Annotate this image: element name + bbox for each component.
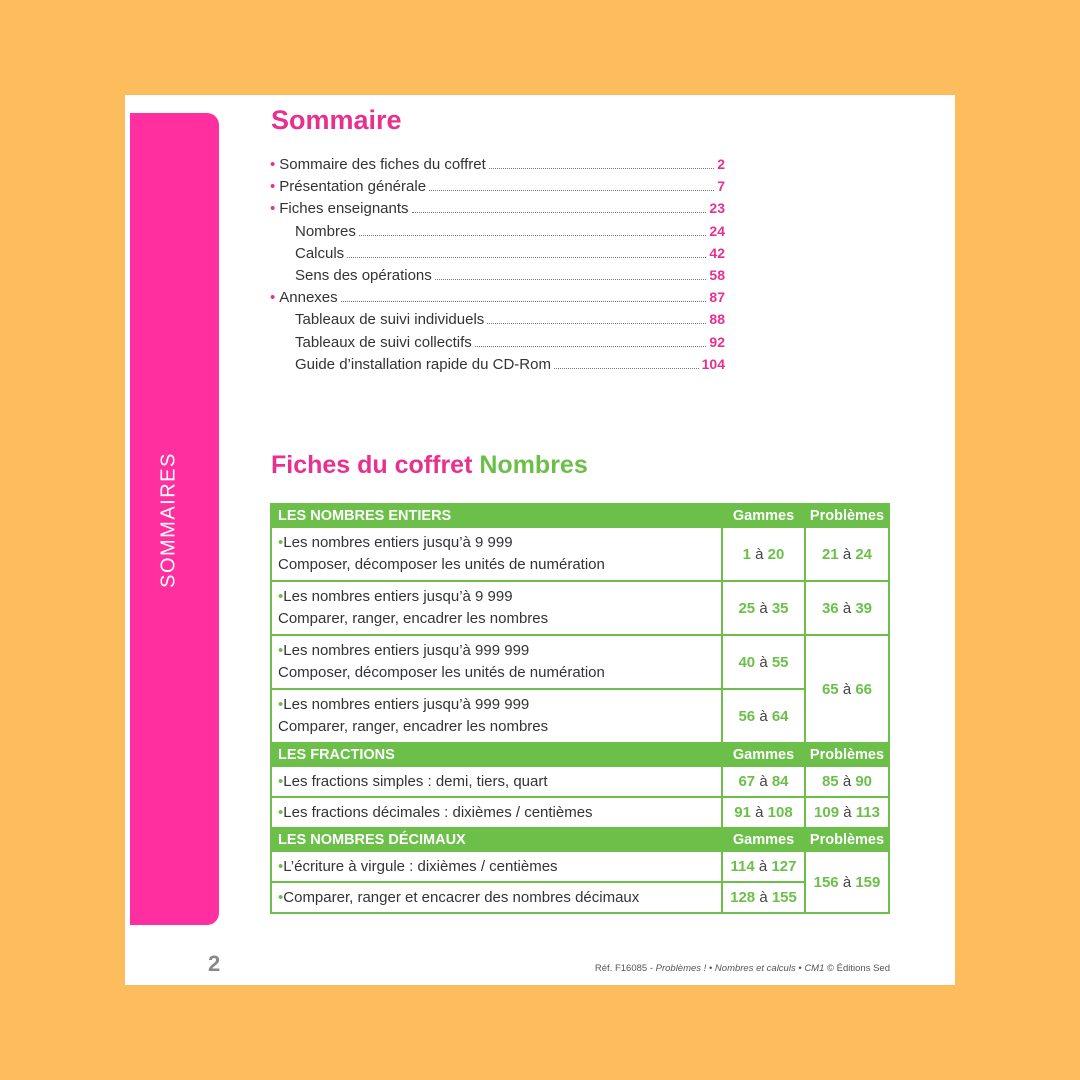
range-end: 159 (855, 873, 881, 891)
page-number: 2 (208, 951, 221, 976)
row-description (271, 635, 722, 689)
problemes-range (805, 766, 889, 797)
toc-leader (489, 168, 714, 169)
range-end: 127 (771, 858, 797, 875)
row-bullet: • (278, 857, 284, 875)
row-bullet: • (278, 772, 284, 790)
toc-leader (341, 301, 707, 302)
toc-subentry[interactable] (270, 308, 725, 330)
range-start: 40 (738, 653, 756, 671)
section-heading: LES NOMBRES DÉCIMAUX (271, 828, 722, 851)
toc-label: Sens des opérations (295, 266, 432, 284)
row-line2: Composer, décomposer les unités de numération (278, 556, 605, 573)
toc-label: Guide d’installation rapide du CD-Rom (295, 355, 551, 373)
range-start: 65 (821, 680, 839, 698)
toc-label: Tableaux de suivi individuels (295, 311, 485, 329)
footer-subtitle: Nombres et calculs (714, 963, 796, 974)
footer-level: CM1 (804, 963, 825, 974)
toc-subentry[interactable] (270, 242, 725, 264)
toc-bullet: • (270, 200, 276, 218)
row-description (271, 527, 722, 581)
range-end: 113 (855, 804, 880, 821)
row-line1: Les nombres entiers jusqu’à 9 999 (283, 534, 513, 551)
range-end: 20 (767, 545, 785, 563)
toc-leader (347, 257, 706, 258)
row-bullet: • (278, 534, 284, 551)
side-tab-label: SOMMAIRES (157, 452, 180, 588)
range-end: 108 (767, 804, 793, 821)
toc-page: 24 (709, 222, 725, 239)
range-start: 85 (821, 773, 839, 790)
toc-label: Nombres (295, 222, 356, 240)
row-line1: Les nombres entiers jusqu’à 999 999 (283, 642, 530, 659)
gammes-range (722, 635, 805, 689)
gammes-range (722, 527, 805, 581)
range-end: 84 (771, 773, 789, 790)
range-end: 55 (771, 653, 789, 671)
row-line2: Comparer, ranger, encadrer les nombres (278, 718, 549, 735)
row-description (271, 797, 722, 828)
toc-label: Présentation générale (279, 178, 427, 196)
range-start: 109 (814, 804, 840, 821)
gammes-range (722, 851, 805, 882)
toc-page: 42 (709, 244, 725, 261)
range-separator: à (755, 545, 764, 563)
toc-page: 7 (717, 178, 725, 195)
toc-label: Fiches enseignants (279, 200, 409, 218)
row-line2: Comparer, ranger, encadrer les nombres (278, 610, 549, 627)
range-start: 56 (738, 707, 756, 725)
toc-label: Tableaux de suivi collectifs (295, 333, 472, 351)
column-header-gammes: Gammes (722, 504, 805, 527)
toc-page: 92 (709, 333, 725, 350)
toc-bullet: • (270, 289, 276, 307)
toc-page: 104 (701, 355, 725, 372)
range-separator: à (755, 804, 764, 821)
toc-leader (412, 212, 707, 213)
problemes-range (805, 581, 889, 635)
toc-entry[interactable] (270, 153, 725, 175)
row-line1: Les nombres entiers jusqu’à 999 999 (283, 696, 530, 713)
toc-label: Sommaire des fiches du coffret (279, 156, 486, 173)
table-row (271, 527, 889, 581)
toc-entry[interactable] (270, 286, 725, 308)
footer-separator: • (706, 963, 715, 974)
toc-page: 23 (709, 200, 725, 217)
problemes-range (805, 851, 889, 913)
range-separator: à (759, 707, 768, 725)
gammes-range (722, 797, 805, 828)
range-separator: à (842, 873, 852, 891)
toc-page: 58 (709, 266, 725, 283)
toc-bullet: • (270, 178, 276, 196)
toc-page: 87 (709, 289, 725, 306)
row-description (271, 689, 722, 743)
footer-credit (595, 963, 890, 974)
sommaire-title: Sommaire (271, 105, 402, 135)
toc-entry[interactable] (270, 197, 725, 219)
range-separator: à (759, 599, 768, 617)
range-separator: à (759, 889, 768, 906)
toc-leader (435, 279, 707, 280)
range-end: 39 (855, 599, 873, 617)
section-header-row (271, 743, 889, 766)
range-start: 25 (738, 599, 756, 617)
table-row (271, 851, 889, 882)
range-separator: à (842, 680, 852, 698)
row-line2: Composer, décomposer les unités de numération (278, 664, 605, 681)
footer-publisher: © Éditions Sed (824, 963, 890, 974)
row-line1: Les fractions simples : demi, tiers, quart (283, 772, 548, 790)
toc-bullet: • (270, 156, 276, 173)
problemes-range (805, 797, 889, 828)
toc-subentry[interactable] (270, 353, 725, 375)
gammes-range (722, 882, 805, 913)
table-row (271, 766, 889, 797)
footer-separator: • (795, 963, 805, 974)
range-end: 155 (771, 889, 797, 906)
toc-subentry[interactable] (270, 220, 725, 242)
footer-ref: Réf. F16085 - (594, 963, 656, 974)
range-separator: à (843, 804, 852, 821)
column-header-problemes: Problèmes (805, 828, 889, 851)
problemes-range (805, 527, 889, 581)
column-header-problemes: Problèmes (805, 743, 889, 766)
fiches-title-main: Fiches du coffret (271, 451, 473, 479)
range-end: 64 (771, 707, 789, 725)
range-separator: à (759, 773, 768, 790)
range-start: 67 (738, 773, 756, 790)
fiches-table (270, 503, 890, 914)
toc-leader (429, 190, 714, 191)
row-description (271, 581, 722, 635)
toc-leader (554, 368, 699, 369)
column-header-gammes: Gammes (722, 743, 805, 766)
range-start: 21 (821, 545, 839, 563)
table-of-contents (270, 153, 725, 375)
row-bullet: • (278, 888, 284, 906)
column-header-gammes: Gammes (722, 828, 805, 851)
row-description (271, 766, 722, 797)
row-line1: Les nombres entiers jusqu’à 9 999 (283, 588, 513, 605)
problemes-range (805, 635, 889, 743)
row-description (271, 851, 722, 882)
range-end: 90 (855, 773, 873, 790)
fiches-title (271, 451, 588, 480)
range-separator: à (759, 653, 768, 671)
section-heading: LES FRACTIONS (271, 743, 722, 766)
gammes-range (722, 689, 805, 743)
toc-subentry[interactable] (270, 264, 725, 286)
section-header-row (271, 504, 889, 527)
range-start: 156 (813, 873, 839, 891)
fiches-title-topic: Nombres (479, 451, 588, 479)
range-end: 24 (855, 545, 873, 563)
range-end: 35 (771, 599, 789, 617)
document-page (125, 95, 955, 985)
toc-entry[interactable] (270, 175, 725, 197)
row-line1: L’écriture à virgule : dixièmes / centièmes (283, 857, 558, 875)
range-start: 1 (742, 545, 751, 563)
section-header-row (271, 828, 889, 851)
gammes-range (722, 581, 805, 635)
row-line1: Comparer, ranger et encacrer des nombres décimaux (283, 888, 640, 906)
row-bullet: • (278, 588, 284, 605)
range-separator: à (842, 773, 852, 790)
toc-leader (359, 235, 707, 236)
range-end: 66 (855, 680, 873, 698)
toc-page: 2 (717, 156, 725, 172)
toc-leader (475, 346, 707, 347)
row-description (271, 882, 722, 913)
table-row (271, 797, 889, 828)
table-row (271, 689, 889, 743)
toc-leader (487, 323, 706, 324)
range-separator: à (758, 858, 768, 875)
footer-title: Problèmes ! (655, 963, 707, 974)
toc-label: Annexes (279, 289, 338, 307)
toc-subentry[interactable] (270, 331, 725, 353)
range-start: 114 (730, 858, 755, 875)
range-separator: à (842, 599, 852, 617)
gammes-range (722, 766, 805, 797)
range-start: 91 (734, 804, 751, 821)
range-start: 128 (730, 889, 756, 906)
row-bullet: • (278, 696, 284, 713)
row-line1: Les fractions décimales : dixièmes / centièmes (283, 803, 593, 821)
column-header-problemes: Problèmes (805, 504, 889, 527)
section-heading: LES NOMBRES ENTIERS (271, 504, 722, 527)
row-bullet: • (278, 642, 284, 659)
toc-page: 88 (709, 311, 725, 328)
range-separator: à (842, 545, 852, 563)
row-bullet: • (278, 803, 284, 821)
table-row (271, 635, 889, 689)
toc-label: Calculs (295, 244, 345, 262)
table-row (271, 882, 889, 913)
range-start: 36 (821, 599, 839, 617)
table-row (271, 581, 889, 635)
